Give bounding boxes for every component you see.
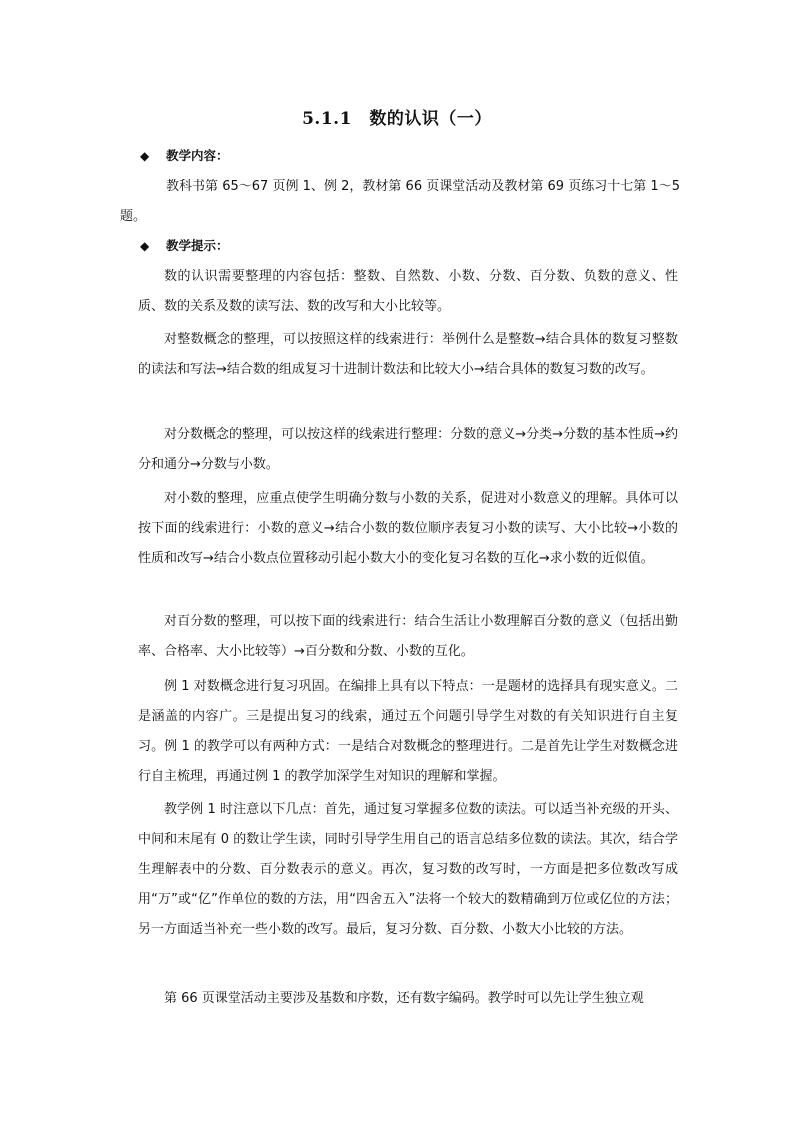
content-paragraph: 教科书第 65～67 页例 1、例 2，教材第 66 页课堂活动及教材第 69 页练习十七第 1～5 题。 [120, 179, 680, 224]
hint-paragraph: 对整数概念的整理，可以按照这样的线索进行：举例什么是整数→结合具体的数复习整数的读法和写法→结合数的组成复习十进制计数法和比较大小→结合具体的数复习数的改写。 [138, 332, 678, 377]
hint-paragraph: 对分数概念的整理，可以按这样的线索进行整理：分数的意义→分类→分数的基本性质→约分和通分→分数与小数。 [138, 427, 678, 472]
page-title: 5.1.1 数的认识（一） [302, 109, 492, 129]
section-heading-label: 教学提示： [166, 238, 229, 253]
hint-paragraph: 第 66 页课堂活动主要涉及基数和序数，还有数字编码。教学时可以先让学生独立观 [164, 991, 644, 1006]
section-heading-content [140, 146, 229, 164]
section-heading-hints [140, 236, 229, 254]
hint-paragraph: 对百分数的整理，可以按下面的线索进行：结合生活让小数理解百分数的意义（包括出勤率、合格率、大小比较等）→百分数和分数、小数的互化。 [138, 614, 678, 659]
diamond-bullet-icon: ◆ [140, 149, 150, 163]
hint-paragraph: 教学例 1 时注意以下几点：首先，通过复习掌握多位数的读法。可以适当补充级的开头、中间和末尾有 0 的数让学生读，同时引导学生用自己的语言总结多位数的读法。其次，结合学生理解表中的分数、百分数表示的意义。再次，复习数的改写时，一方面是把多位数改写成用“万”或“亿”作单位的数的方法，用“四舍五入”法将一个较大的数精确到万位或亿位的方法；另一方面适当补充一些小数的改写。最后，复习分数、百分数、小数大小比较的方法。 [138, 802, 678, 937]
hint-paragraph: 例 1 对数概念进行复习巩固。在编排上具有以下特点：一是题材的选择具有现实意义。二是涵盖的内容广。三是提出复习的线索，通过五个问题引导学生对数的有关知识进行自主复习。例 1 的教学可以有两种方式：一是结合对数概念的整理进行。二是首先让学生对数概念进行自主梳理，再通过例 1 的教学加深学生对知识的理解和掌握。 [138, 679, 678, 784]
diamond-bullet-icon: ◆ [140, 239, 150, 253]
hint-paragraph: 对小数的整理，应重点使学生明确分数与小数的关系，促进对小数意义的理解。具体可以按下面的线索进行：小数的意义→结合小数的数位顺序表复习小数的读写、大小比较→小数的性质和改写→结合小数点位置移动引起小数大小的变化复习名数的互化→求小数的近似值。 [138, 491, 678, 566]
section-heading-label: 教学内容： [166, 148, 229, 163]
hint-paragraph: 数的认识需要整理的内容包括：整数、自然数、小数、分数、百分数、负数的意义、性质、数的关系及数的读写法、数的改写和大小比较等。 [138, 269, 678, 314]
